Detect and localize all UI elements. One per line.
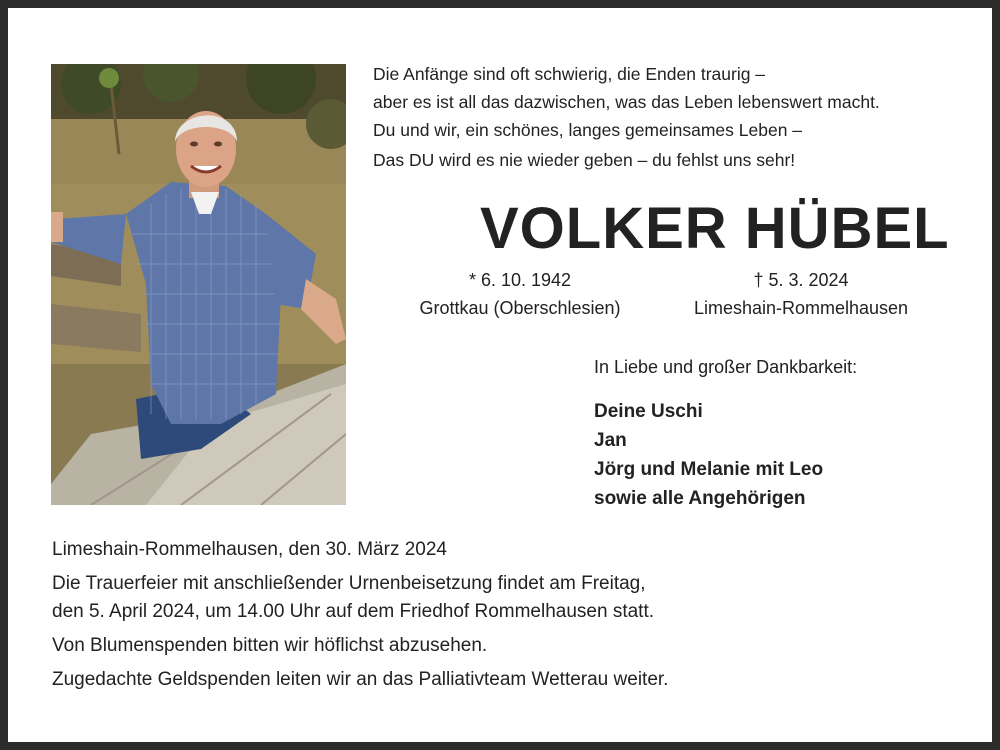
thanks-line: In Liebe und großer Dankbarkeit: — [594, 357, 858, 377]
poem-line: aber es ist all das dazwischen, was das Leben lebenswert macht. — [373, 92, 880, 112]
poem-line: Du und wir, ein schönes, langes gemeinsames Leben – — [373, 120, 803, 140]
birth-info — [406, 266, 634, 322]
donations-note: Zugedachte Geldspenden leiten wir an das Palliativteam Wetterau weiter. — [52, 669, 669, 690]
mourner: Deine Uschi — [594, 401, 703, 422]
poem — [373, 60, 973, 174]
notice-details — [52, 536, 982, 694]
mourners-list — [594, 397, 823, 513]
death-date: † 5. 3. 2024 — [753, 270, 849, 290]
place-date: Limeshain-Rommelhausen, den 30. März 2024 — [52, 539, 447, 560]
birth-place: Grottkau (Oberschlesien) — [419, 298, 621, 318]
death-info — [680, 266, 922, 322]
birth-date: * 6. 10. 1942 — [468, 270, 572, 290]
mourner: Jan — [594, 430, 627, 451]
poem-line: Das DU wird es nie wieder geben – du fehlst uns sehr! — [373, 150, 796, 170]
death-place: Limeshain-Rommelhausen — [693, 298, 909, 318]
flowers-note: Von Blumenspenden bitten wir höflichst abzusehen. — [52, 635, 488, 656]
mourner: Jörg und Melanie mit Leo — [594, 459, 824, 480]
funeral-info-line: Die Trauerfeier mit anschließender Urnenbeisetzung findet am Freitag, — [52, 573, 646, 594]
poem-line: Die Anfänge sind oft schwierig, die Enden traurig – — [373, 64, 766, 84]
mourner: sowie alle Angehörigen — [594, 488, 806, 509]
portrait-photo — [51, 64, 346, 505]
deceased-name: VOLKER HÜBEL — [480, 196, 950, 261]
funeral-info-line: den 5. April 2024, um 14.00 Uhr auf dem Friedhof Rommelhausen statt. — [52, 601, 654, 622]
